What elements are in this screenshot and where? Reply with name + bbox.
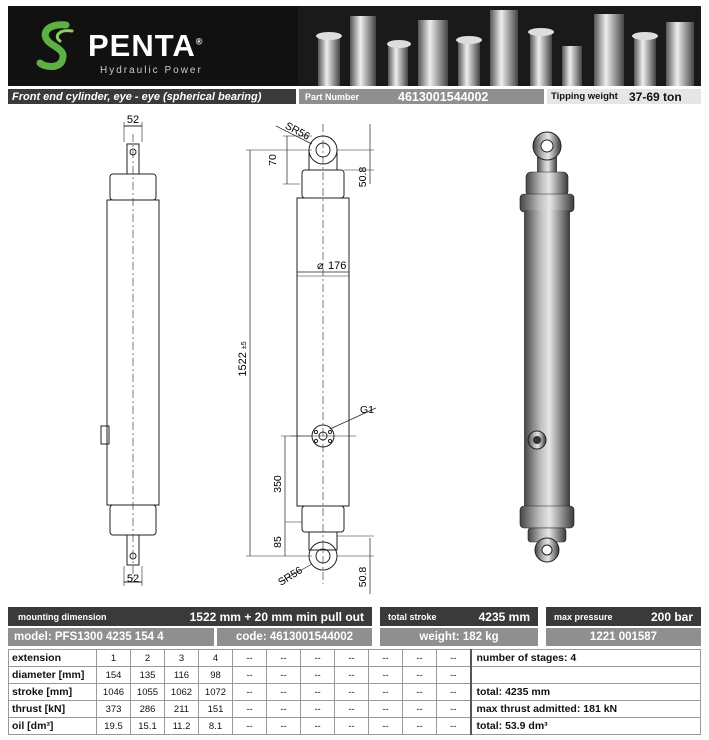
- table-cell: --: [301, 684, 335, 701]
- table-cell: --: [233, 650, 267, 667]
- row-label: stroke [mm]: [9, 684, 97, 701]
- top-radius-label: SR56: [282, 119, 312, 143]
- side-view: [101, 122, 159, 586]
- table-cell: 286: [131, 701, 165, 718]
- table-cell: 135: [131, 667, 165, 684]
- cylinder-photo-banner: [298, 6, 701, 86]
- total-stroke-label: total stroke: [380, 607, 538, 626]
- table-cell: 15.1: [131, 718, 165, 735]
- table-cell: --: [301, 650, 335, 667]
- table-cell: --: [267, 650, 301, 667]
- length-label: 1522 ±5: [237, 341, 249, 377]
- table-cell: --: [403, 684, 437, 701]
- table-cell: --: [369, 684, 403, 701]
- table-cell: 1: [97, 650, 131, 667]
- mounting-dimension-value: 1522 mm + 20 mm min pull out: [189, 609, 364, 624]
- table-cell: --: [369, 650, 403, 667]
- cylinder-description: Front end cylinder, eye - eye (spherical bearing): [8, 89, 296, 104]
- tipping-weight-value: 37-69 ton: [625, 89, 701, 104]
- row-label: thrust [kN]: [9, 701, 97, 718]
- row-summary: total: 4235 mm: [471, 684, 701, 701]
- table-cell: --: [301, 667, 335, 684]
- table-cell: 11.2: [165, 718, 199, 735]
- table-cell: --: [437, 718, 471, 735]
- table-row: [9, 667, 701, 684]
- header-banner: [8, 6, 701, 86]
- table-cell: --: [267, 718, 301, 735]
- code-label: code: 4613001544002: [217, 628, 372, 646]
- table-cell: --: [267, 701, 301, 718]
- table-cell: 211: [165, 701, 199, 718]
- top-eye-offset-label: 50.8: [357, 166, 369, 188]
- top-rod-width-label: 52: [126, 114, 140, 126]
- part-number-value: 4613001544002: [394, 89, 544, 104]
- table-cell: --: [369, 667, 403, 684]
- table-row: [9, 650, 701, 667]
- technical-drawing: [0, 104, 709, 604]
- table-row: [9, 718, 701, 735]
- table-cell: --: [437, 650, 471, 667]
- part-number-label: Part Number: [299, 89, 394, 104]
- table-cell: --: [335, 684, 369, 701]
- weight-label: weight: 182 kg: [380, 628, 538, 646]
- table-cell: --: [437, 701, 471, 718]
- table-row: [9, 684, 701, 701]
- row-label: extension: [9, 650, 97, 667]
- brand-name: PENTA®: [88, 28, 204, 63]
- table-cell: 1072: [199, 684, 233, 701]
- table-cell: 19.5: [97, 718, 131, 735]
- tipping-weight-label: Tipping weight: [547, 89, 625, 104]
- mounting-dimension-label: mounting dimension: [8, 607, 372, 626]
- table-cell: --: [369, 718, 403, 735]
- table-cell: --: [437, 667, 471, 684]
- table-cell: 154: [97, 667, 131, 684]
- table-row: [9, 701, 701, 718]
- port-label: G1: [360, 404, 375, 416]
- table-cell: --: [403, 718, 437, 735]
- top-offset-label: 70: [267, 154, 279, 166]
- spec-table: [8, 649, 701, 735]
- table-cell: --: [233, 667, 267, 684]
- table-cell: --: [335, 718, 369, 735]
- table-cell: 4: [199, 650, 233, 667]
- table-cell: --: [301, 701, 335, 718]
- bottom-radius-label: SR56: [276, 564, 305, 589]
- table-cell: --: [233, 718, 267, 735]
- row-summary: total: 53.9 dm³: [471, 718, 701, 735]
- table-cell: 3: [165, 650, 199, 667]
- table-cell: --: [233, 684, 267, 701]
- table-cell: 373: [97, 701, 131, 718]
- table-cell: --: [403, 650, 437, 667]
- base-height-label: 85: [272, 536, 284, 548]
- table-cell: --: [369, 701, 403, 718]
- table-cell: --: [335, 667, 369, 684]
- table-cell: --: [267, 684, 301, 701]
- bottom-eye-offset-label: 50.8: [357, 566, 369, 588]
- row-summary: number of stages: 4: [471, 650, 701, 667]
- row-label: diameter [mm]: [9, 667, 97, 684]
- table-cell: 1062: [165, 684, 199, 701]
- table-cell: 2: [131, 650, 165, 667]
- port-height-label: 350: [272, 475, 284, 493]
- row-summary: max thrust admitted: 181 kN: [471, 701, 701, 718]
- cylinder-render: [520, 132, 574, 562]
- table-cell: 98: [199, 667, 233, 684]
- table-cell: --: [403, 701, 437, 718]
- table-cell: 1046: [97, 684, 131, 701]
- table-cell: --: [335, 701, 369, 718]
- brand-tagline: Hydraulic Power: [100, 65, 203, 76]
- max-pressure-label: max pressure: [546, 607, 701, 626]
- diameter-label: 176: [328, 260, 347, 272]
- table-cell: --: [437, 684, 471, 701]
- row-summary: [471, 667, 701, 684]
- max-pressure-value: 200 bar: [650, 609, 693, 624]
- row-label: oil [dm³]: [9, 718, 97, 735]
- table-cell: --: [301, 718, 335, 735]
- reference-number: 1221 001587: [546, 628, 701, 646]
- table-cell: --: [335, 650, 369, 667]
- table-cell: 116: [165, 667, 199, 684]
- table-cell: 8.1: [199, 718, 233, 735]
- table-cell: --: [403, 667, 437, 684]
- total-stroke-value: 4235 mm: [478, 609, 530, 624]
- penta-logo-icon: [36, 21, 76, 71]
- bottom-rod-width-label: 52: [126, 573, 140, 585]
- diameter-symbol: ⌀: [317, 260, 324, 272]
- model-label: model: PFS1300 4235 154 4: [8, 628, 214, 646]
- table-cell: 151: [199, 701, 233, 718]
- table-cell: --: [233, 701, 267, 718]
- table-cell: 1055: [131, 684, 165, 701]
- front-view: [246, 124, 376, 594]
- table-cell: --: [267, 667, 301, 684]
